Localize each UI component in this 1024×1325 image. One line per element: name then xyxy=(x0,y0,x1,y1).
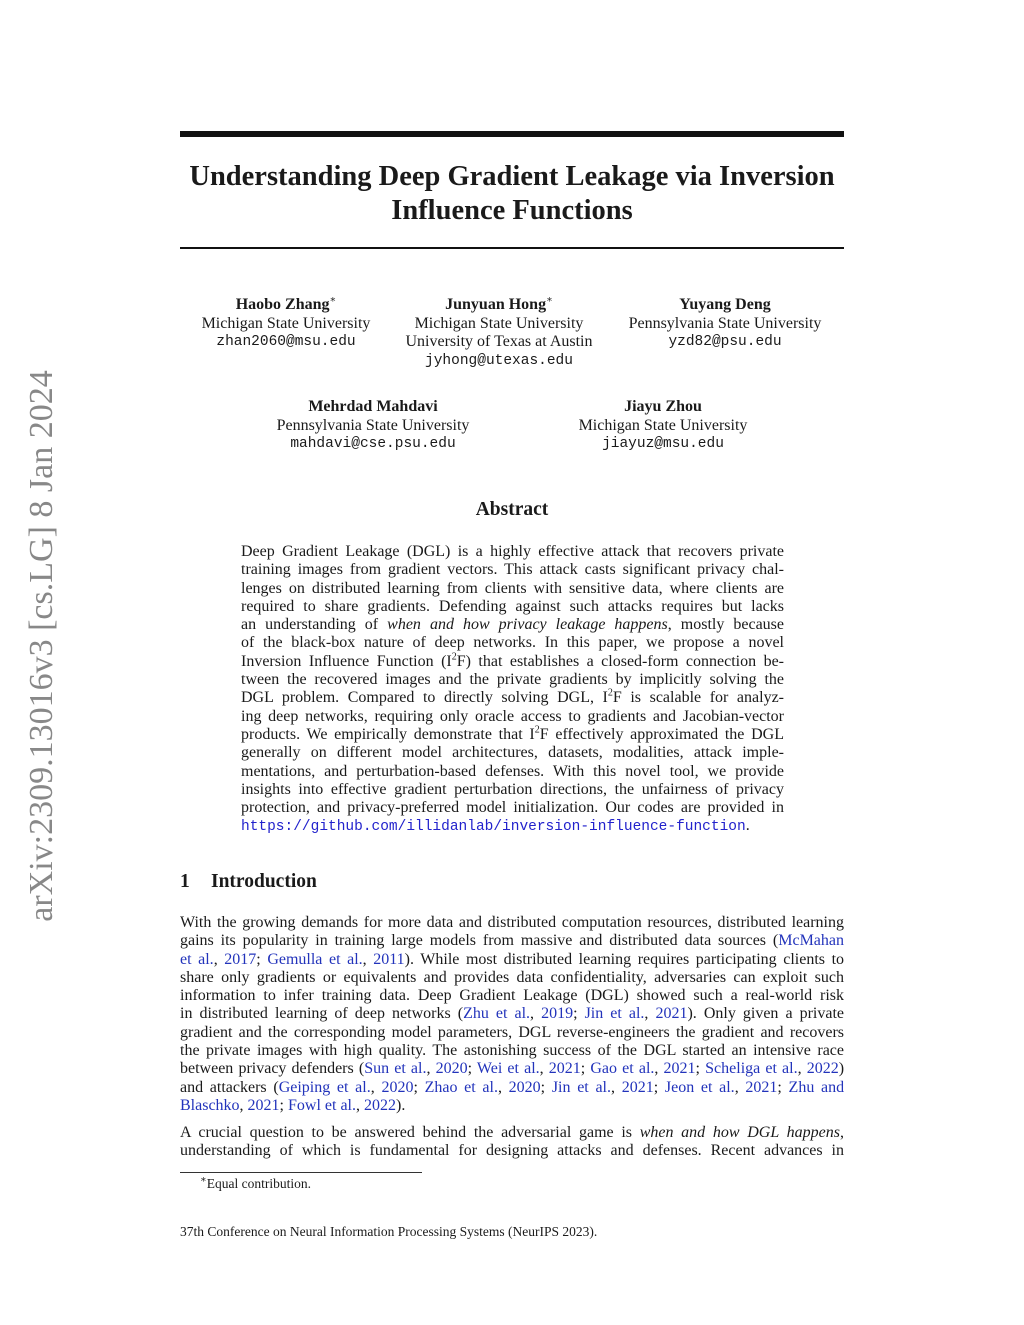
section-title: Introduction xyxy=(211,871,317,892)
citation-link[interactable]: 2022 xyxy=(806,1060,839,1078)
author-email[interactable]: yzd82@psu.edu xyxy=(668,334,782,350)
citation-link[interactable]: 2022 xyxy=(364,1096,396,1114)
abstract-line: Inversion Influence Function $(I^2F)$ that establishes a closed-form connection be- xyxy=(241,651,784,670)
author-name: Mehrdad Mahdavi xyxy=(308,398,438,415)
abstract-line: ing deep networks, requiring only oracle access to gradients and Jacobian-vector xyxy=(241,707,784,725)
equal-contribution-mark: ∗ xyxy=(329,294,337,306)
abstract-line: generally on different model architectures, datasets, modalities, attack imple- xyxy=(241,744,784,762)
paragraph-line xyxy=(180,1042,844,1060)
citation-link[interactable]: 2011 xyxy=(373,950,405,968)
abstract-line: products. We empirically demonstrate that $I^2F$ effectively approximated the DGL xyxy=(241,724,785,743)
abstract-line: lenges on distributed learning from clients with sensitive data, where clients are xyxy=(241,579,784,597)
abstract-line: Deep Gradient Leakage (DGL) is a highly effective attack that recovers private xyxy=(241,543,784,560)
equal-contribution-mark: ∗ xyxy=(546,294,553,306)
abstract-line: mentations, and perturbation-based defenses. With this novel tool, we provide xyxy=(241,762,784,780)
abstract-line: training images from gradient vectors. This attack casts significant privacy chal- xyxy=(241,561,784,579)
paragraph-text: , xyxy=(370,1078,382,1096)
paragraph-text: share only gradients or equivalents and provides data confidentiality, adversaries can exploit such xyxy=(180,968,844,986)
paragraph-text: gains its popularity in training large models from massive and distributed data sources ( xyxy=(180,932,779,950)
paragraph-line xyxy=(180,932,844,950)
section-number: 1 xyxy=(180,871,190,892)
paragraph-text: ; xyxy=(279,1096,288,1114)
paragraph-line xyxy=(180,1005,844,1023)
citation-link[interactable]: 2021 xyxy=(621,1078,654,1096)
paragraph-text: ; xyxy=(256,950,268,968)
citation-link[interactable]: Zhu et al. xyxy=(463,1005,531,1023)
author-email[interactable]: jiayuz@msu.edu xyxy=(602,436,724,452)
citation-link[interactable]: Gao et al. xyxy=(590,1060,655,1078)
paragraph-line xyxy=(180,1097,844,1115)
paragraph-text: gradient and the corresponding model parameters, DGL reverse-engineers the gradient and recovers xyxy=(180,1023,844,1041)
abstract-emphasis: when and how privacy leakage happens xyxy=(387,616,668,634)
citation-link[interactable]: 2020 xyxy=(381,1078,414,1096)
author-name: Junyuan Hong xyxy=(445,296,547,313)
citation-link[interactable]: 2021 xyxy=(745,1078,778,1096)
code-link[interactable]: https://github.com/illidanlab/inversion-influence-function xyxy=(241,819,746,836)
paragraph-line xyxy=(180,914,844,932)
citation-link[interactable]: Jin et al. xyxy=(584,1005,645,1023)
author-block-5 xyxy=(566,398,760,454)
paragraph-text: , xyxy=(734,1078,746,1096)
author-affiliation: Pennsylvania State University xyxy=(628,314,822,332)
paragraph-text: ; xyxy=(413,1078,425,1096)
citation-link[interactable]: 2021 xyxy=(663,1060,696,1078)
paragraph-text: , xyxy=(654,1060,664,1078)
section-heading xyxy=(180,871,317,893)
paragraph-line xyxy=(180,951,844,969)
citation-link[interactable]: Blaschko xyxy=(180,1096,240,1114)
abstract-line: https://github.com/illidanlab/inversion-influence-function. xyxy=(241,817,750,836)
citation-link[interactable]: McMahan xyxy=(778,932,844,950)
footnote-rule xyxy=(180,1172,422,1173)
paragraph-line: understanding of which is fundamental for designing attacks and defenses. Recent advances in xyxy=(180,1142,844,1160)
paragraph-text: , xyxy=(797,1060,807,1078)
paragraph-text: , xyxy=(530,1005,542,1023)
title-line-2: Influence Functions xyxy=(391,195,633,226)
intro-paragraph-2 xyxy=(180,1124,844,1161)
paragraph-text: ; xyxy=(467,1060,477,1078)
title-bottom-rule xyxy=(180,247,844,249)
paragraph-text: ; xyxy=(573,1005,585,1023)
title-line-1: Understanding Deep Gradient Leakage via Inversion xyxy=(189,161,835,192)
author-affiliation: Michigan State University xyxy=(201,314,371,332)
arxiv-stamp: arXiv:2309.13016v3 [cs.LG] 8 Jan 2024 xyxy=(23,370,60,922)
citation-link[interactable]: Wei et al. xyxy=(476,1060,540,1078)
paragraph-text: ; xyxy=(580,1060,591,1078)
author-affiliation: Michigan State University xyxy=(414,314,584,332)
paragraph-text: , xyxy=(644,1005,656,1023)
paragraph-text: ). Only given a private xyxy=(687,1005,845,1023)
abstract-line: insights into effective gradient perturbation directions, the unfairness of privacy xyxy=(241,780,784,798)
paragraph-text: , xyxy=(611,1078,622,1096)
abstract-line: tween the recovered images and the private gradients by implicitly solving the xyxy=(241,671,784,689)
author-email[interactable]: jyhong@utexas.edu xyxy=(425,352,573,369)
paragraph-text: ) xyxy=(838,1060,845,1078)
paper-title xyxy=(180,160,844,228)
citation-link[interactable]: Fowl et al. xyxy=(288,1096,356,1114)
citation-link[interactable]: Scheliga et al. xyxy=(705,1060,798,1078)
citation-link[interactable]: 2021 xyxy=(655,1005,688,1023)
citation-link[interactable]: 2021 xyxy=(548,1060,581,1078)
paragraph-text: information to infer training data. Deep Gradient Leakage (DGL) showed such a real-world risk xyxy=(180,987,844,1005)
author-block-4 xyxy=(268,398,478,454)
footnote-mark: ∗ xyxy=(200,1174,207,1186)
paragraph-text: ; xyxy=(540,1078,552,1096)
author-email[interactable]: zhan2060@msu.edu xyxy=(216,334,356,350)
paragraph-text: , xyxy=(497,1078,509,1096)
author-affiliation: Pennsylvania State University xyxy=(276,416,470,434)
paragraph-text: , xyxy=(213,950,225,968)
citation-link[interactable]: Zhao et al. xyxy=(424,1078,498,1096)
emphasis: when and how DGL happens xyxy=(639,1124,841,1141)
author-affiliation: Michigan State University xyxy=(578,416,748,434)
citation-link[interactable]: Zhu and xyxy=(788,1078,845,1096)
citation-link[interactable]: Geiping et al. xyxy=(278,1078,371,1096)
author-name: Haobo Zhang xyxy=(235,296,330,313)
abstract-line: required to share gradients. Defending against such attacks requires but lacks xyxy=(241,597,784,615)
paragraph-line xyxy=(180,1024,844,1042)
paragraph-text: in distributed learning of deep networks ( xyxy=(180,1005,464,1023)
paragraph-line xyxy=(180,969,844,987)
paragraph-line xyxy=(180,987,844,1005)
paragraph-text: between privacy defenders ( xyxy=(180,1060,365,1078)
paragraph-text: ). While most distributed learning requires participating clients to xyxy=(404,950,845,968)
paragraph-text: and attackers ( xyxy=(180,1078,279,1096)
citation-link[interactable]: Jeon et al. xyxy=(664,1078,735,1096)
paragraph-line xyxy=(180,1079,844,1097)
paragraph-text: the private images with high quality. The astonishing success of the DGL started an intensive race xyxy=(180,1042,844,1060)
abstract-line: DGL problem. Compared to directly solving DGL, $I^2F$ is scalable for analyz- xyxy=(241,688,784,707)
abstract-line: of the black-box nature of deep networks. In this paper, we propose a novel xyxy=(241,634,784,652)
author-affiliation-2: University of Texas at Austin xyxy=(405,333,593,350)
paragraph-text: ; xyxy=(777,1078,789,1096)
paragraph-text: With the growing demands for more data and distributed computation resources, distributed learning xyxy=(180,914,844,931)
citation-link[interactable]: et al. xyxy=(180,950,214,968)
intro-paragraph-1 xyxy=(180,914,844,1115)
footnote-text: Equal contribution. xyxy=(206,1176,312,1191)
citation-link[interactable]: 2020 xyxy=(508,1078,541,1096)
author-block-3 xyxy=(620,296,830,352)
venue-note: 37th Conference on Neural Information Processing Systems (NeurIPS 2023). xyxy=(180,1224,598,1239)
citation-link[interactable]: Sun et al. xyxy=(364,1060,427,1078)
author-block-2 xyxy=(396,296,602,370)
author-name: Jiayu Zhou xyxy=(624,398,702,415)
abstract-line: an understanding of when and how privacy leakage happens, mostly because xyxy=(241,616,785,634)
abstract-line: protection, and privacy-preferred model initialization. Our codes are provided in xyxy=(241,799,784,817)
citation-link[interactable]: Gemulla et al. xyxy=(267,950,363,968)
abstract-heading: Abstract xyxy=(475,499,549,520)
paragraph-text: , xyxy=(426,1060,436,1078)
paragraph-text: ; xyxy=(695,1060,706,1078)
paragraph-text: , xyxy=(539,1060,549,1078)
citation-link[interactable]: 2021 xyxy=(247,1096,280,1114)
citation-link[interactable]: 2017 xyxy=(224,950,257,968)
abstract-body xyxy=(241,543,784,837)
author-email[interactable]: mahdavi@cse.psu.edu xyxy=(290,436,456,452)
author-name: Yuyang Deng xyxy=(679,296,771,313)
paragraph-line: A crucial question to be answered behind the adversarial game is when and how DGL happens, xyxy=(180,1124,845,1141)
citation-link[interactable]: 2019 xyxy=(541,1005,574,1023)
paragraph-text: , xyxy=(239,1096,248,1114)
paragraph-text: , xyxy=(362,950,374,968)
paragraph-text: ; xyxy=(653,1078,665,1096)
citation-link[interactable]: 2020 xyxy=(435,1060,468,1078)
paragraph-text: ). xyxy=(396,1096,406,1114)
author-block-1 xyxy=(186,296,386,352)
citation-link[interactable]: Jin et al. xyxy=(551,1078,611,1096)
paragraph-text: , xyxy=(356,1096,364,1114)
paragraph-line xyxy=(180,1060,844,1078)
footnote xyxy=(200,1176,311,1192)
title-top-rule xyxy=(180,131,844,137)
